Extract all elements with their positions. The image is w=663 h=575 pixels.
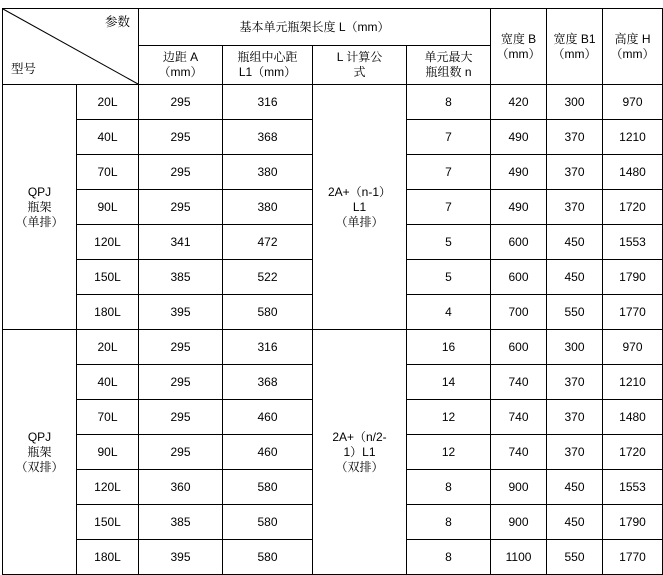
cell-n: 16 xyxy=(407,330,491,365)
cell-h: 1790 xyxy=(603,260,663,295)
cell-l1: 580 xyxy=(223,540,313,575)
header-width-b-line2: （mm） xyxy=(496,46,541,61)
cell-n: 5 xyxy=(407,260,491,295)
cell-l1: 460 xyxy=(223,400,313,435)
header-width-b-line1: 宽度 B xyxy=(500,31,537,46)
cell-b1: 300 xyxy=(547,330,603,365)
header-sub-0-line1: 边距 A xyxy=(162,50,199,64)
group-name-double-row xyxy=(3,330,77,575)
table-row xyxy=(3,85,663,120)
cell-h: 1210 xyxy=(603,120,663,155)
formula-line3: （双排） xyxy=(335,459,384,474)
cell-n: 4 xyxy=(407,295,491,330)
cell-b: 600 xyxy=(491,330,547,365)
header-sub-edge-distance xyxy=(139,46,223,85)
cell-h: 970 xyxy=(603,85,663,120)
cell-a: 341 xyxy=(139,225,223,260)
cell-h: 1720 xyxy=(603,190,663,225)
cell-b: 740 xyxy=(491,400,547,435)
header-height-h-line1: 高度 H xyxy=(614,31,651,46)
formula-line1: 2A+（n-1） xyxy=(327,184,392,199)
cell-capacity: 120L xyxy=(77,470,139,505)
cell-n: 5 xyxy=(407,225,491,260)
header-sub-2-line1: L 计算公 xyxy=(336,50,383,64)
cell-a: 360 xyxy=(139,470,223,505)
cell-b: 900 xyxy=(491,505,547,540)
cell-n: 7 xyxy=(407,120,491,155)
cell-l1: 580 xyxy=(223,295,313,330)
cell-b1: 370 xyxy=(547,190,603,225)
cell-a: 295 xyxy=(139,190,223,225)
cell-b1: 300 xyxy=(547,85,603,120)
cell-capacity: 150L xyxy=(77,260,139,295)
formula-line2: L1 xyxy=(352,199,367,214)
cell-h: 1553 xyxy=(603,470,663,505)
cell-b1: 450 xyxy=(547,225,603,260)
cell-b: 420 xyxy=(491,85,547,120)
group-name-line2: 瓶架 xyxy=(27,199,52,214)
header-width-b xyxy=(491,9,547,85)
cell-b1: 550 xyxy=(547,295,603,330)
cell-h: 1790 xyxy=(603,505,663,540)
header-sub-3-line1: 单元最大 xyxy=(424,50,473,64)
formula-line3: （单排） xyxy=(335,214,384,229)
header-sub-3-line2: 瓶组数 n xyxy=(425,65,472,79)
header-sub-max-bottle-groups xyxy=(407,46,491,85)
header-width-b1-line1: 宽度 B1 xyxy=(553,31,596,46)
cell-n: 14 xyxy=(407,365,491,400)
cell-capacity: 90L xyxy=(77,190,139,225)
cell-b1: 450 xyxy=(547,260,603,295)
group-name-line1: QPJ xyxy=(27,429,52,444)
cell-n: 12 xyxy=(407,400,491,435)
cell-b: 740 xyxy=(491,365,547,400)
cell-l1: 460 xyxy=(223,435,313,470)
cell-b1: 370 xyxy=(547,400,603,435)
cell-a: 385 xyxy=(139,505,223,540)
cell-a: 395 xyxy=(139,540,223,575)
cell-l1: 580 xyxy=(223,505,313,540)
header-sub-formula xyxy=(313,46,407,85)
group-name-line3: （单排） xyxy=(15,214,64,229)
cell-a: 295 xyxy=(139,155,223,190)
cell-a: 295 xyxy=(139,120,223,155)
cell-b: 490 xyxy=(491,155,547,190)
cell-b1: 450 xyxy=(547,505,603,540)
cell-a: 395 xyxy=(139,295,223,330)
cell-b1: 370 xyxy=(547,155,603,190)
cell-h: 1770 xyxy=(603,540,663,575)
cell-b1: 450 xyxy=(547,470,603,505)
cell-capacity: 20L xyxy=(77,85,139,120)
group-name-line3: （双排） xyxy=(15,459,64,474)
cell-l1: 368 xyxy=(223,365,313,400)
cell-b: 900 xyxy=(491,470,547,505)
header-group-length: 基本单元瓶架长度 L（mm） xyxy=(139,9,491,46)
cell-a: 295 xyxy=(139,435,223,470)
cell-a: 385 xyxy=(139,260,223,295)
header-height-h xyxy=(603,9,663,85)
cell-b: 490 xyxy=(491,120,547,155)
cell-b: 700 xyxy=(491,295,547,330)
group-formula-single-row xyxy=(313,85,407,330)
formula-line1: 2A+（n/2- xyxy=(332,429,387,444)
cell-h: 1480 xyxy=(603,155,663,190)
cell-l1: 380 xyxy=(223,155,313,190)
cell-l1: 580 xyxy=(223,470,313,505)
cell-b: 490 xyxy=(491,190,547,225)
header-width-b1 xyxy=(547,9,603,85)
table-row xyxy=(3,330,663,365)
specification-table xyxy=(2,8,663,575)
cell-b1: 550 xyxy=(547,540,603,575)
cell-b: 600 xyxy=(491,260,547,295)
formula-line2: 1）L1 xyxy=(343,444,376,459)
cell-h: 1553 xyxy=(603,225,663,260)
cell-capacity: 180L xyxy=(77,540,139,575)
cell-h: 1720 xyxy=(603,435,663,470)
cell-n: 8 xyxy=(407,505,491,540)
cell-b: 600 xyxy=(491,225,547,260)
cell-b: 740 xyxy=(491,435,547,470)
cell-n: 8 xyxy=(407,85,491,120)
cell-h: 1210 xyxy=(603,365,663,400)
group-name-line2: 瓶架 xyxy=(27,444,52,459)
header-sub-1-line2: L1（mm） xyxy=(238,65,297,79)
cell-capacity: 90L xyxy=(77,435,139,470)
header-sub-2-line2: 式 xyxy=(353,65,366,79)
cell-l1: 316 xyxy=(223,330,313,365)
cell-h: 1480 xyxy=(603,400,663,435)
cell-capacity: 20L xyxy=(77,330,139,365)
cell-capacity: 150L xyxy=(77,505,139,540)
cell-n: 7 xyxy=(407,155,491,190)
cell-l1: 472 xyxy=(223,225,313,260)
cell-capacity: 70L xyxy=(77,400,139,435)
cell-n: 8 xyxy=(407,540,491,575)
cell-l1: 522 xyxy=(223,260,313,295)
cell-a: 295 xyxy=(139,400,223,435)
cell-a: 295 xyxy=(139,330,223,365)
cell-l1: 368 xyxy=(223,120,313,155)
cell-l1: 380 xyxy=(223,190,313,225)
header-parameter-label: 参数 xyxy=(104,15,130,29)
cell-b1: 370 xyxy=(547,435,603,470)
group-formula-double-row xyxy=(313,330,407,575)
cell-a: 295 xyxy=(139,365,223,400)
cell-b: 1100 xyxy=(491,540,547,575)
cell-capacity: 120L xyxy=(77,225,139,260)
header-height-h-line2: （mm） xyxy=(610,46,655,61)
cell-h: 1770 xyxy=(603,295,663,330)
header-sub-bottle-center-distance xyxy=(223,46,313,85)
cell-capacity: 70L xyxy=(77,155,139,190)
group-name-single-row xyxy=(3,85,77,330)
header-corner-cell xyxy=(3,9,139,85)
table-header-row-1 xyxy=(3,9,663,46)
header-sub-0-line2: （mm） xyxy=(158,65,203,79)
cell-n: 12 xyxy=(407,435,491,470)
cell-h: 970 xyxy=(603,330,663,365)
cell-n: 7 xyxy=(407,190,491,225)
cell-b1: 370 xyxy=(547,365,603,400)
cell-capacity: 40L xyxy=(77,365,139,400)
cell-capacity: 40L xyxy=(77,120,139,155)
cell-n: 8 xyxy=(407,470,491,505)
header-model-label: 型号 xyxy=(11,62,37,77)
cell-a: 295 xyxy=(139,85,223,120)
cell-b1: 370 xyxy=(547,120,603,155)
group-name-line1: QPJ xyxy=(27,184,52,199)
header-sub-1-line1: 瓶组中心距 xyxy=(237,50,298,64)
cell-capacity: 180L xyxy=(77,295,139,330)
cell-l1: 316 xyxy=(223,85,313,120)
header-width-b1-line2: （mm） xyxy=(552,46,597,61)
